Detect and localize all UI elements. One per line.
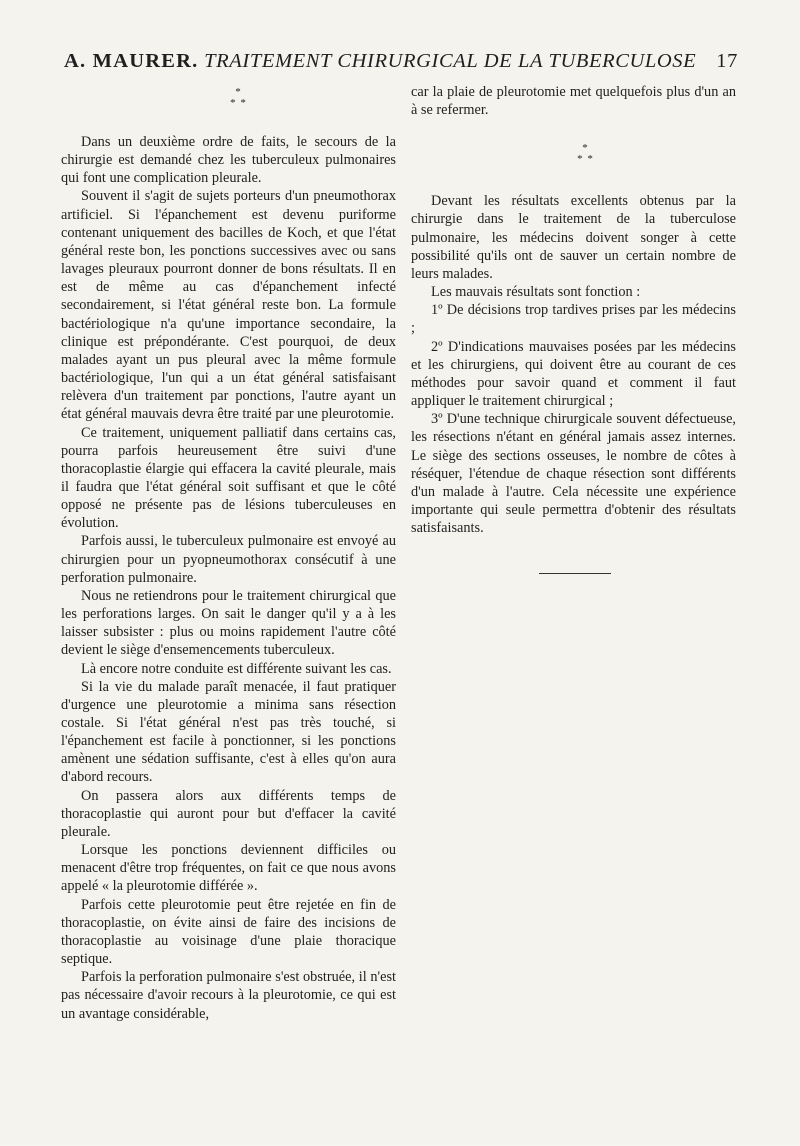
paragraph: Si la vie du malade paraît menacée, il faut pratiquer d'urgence une pleurotomie a minima sans résection costale. Si l'état général n'est pas très touché, si l'épanchement est facile à ponctionner, si les ponctions amènent une sédation suffisante, c'est à elles qu'on aura d'abord recours. (61, 678, 396, 786)
paragraph: 3º D'une technique chirurgicale souvent défectueuse, les résections n'étant en général jamais assez internes. Le siège des sections osseuses, le nombre de côtes à réséquer, l'étendue de chaque résection sont différents d'un malade à l'autre. Cela nécessite une expérience importante qui seule permettra d'obtenir des résultats satisfaisants. (411, 411, 736, 537)
paragraph: Dans un deuxième ordre de faits, le secours de la chirurgie est demandé chez les tuberculeux pulmonaires qui font une complication pleurale. (61, 134, 396, 187)
paragraph: Parfois cette pleurotomie peut être rejetée en fin de thoracoplastie, on évite ainsi de faire des incisions de thoracoplastie au voisinage d'une plaie thoracique septique. (61, 896, 396, 968)
paragraph: Ce traitement, uniquement palliatif dans certains cas, pourra parfois heureusement être suivi d'une thoracoplastie élargie qui effacera la cavité pleurale, mais il faudra que l'état général soit suffisant et que le côté opposé ne présente pas de lésions tuberculeuses en évolution. (61, 424, 396, 532)
end-rule (539, 573, 611, 574)
paragraph: Devant les résultats excellents obtenus par la chirurgie dans le traitement de la tuberculose pulmonaire, les médecins doivent songer à cette possibilité qu'ils ont de sauver un certain nombre de leurs malades. (411, 193, 736, 282)
header-author: A. MAURER. (64, 50, 199, 72)
running-header (64, 50, 738, 73)
header-title: TRAITEMENT CHIRURGICAL DE LA TUBERCULOSE (204, 50, 697, 72)
paragraph: On passera alors aux différents temps de thoracoplastie qui auront pour but d'effacer la cavité pleurale. (61, 787, 396, 840)
page-number: 17 (716, 50, 738, 72)
paragraph: Parfois aussi, le tuberculeux pulmonaire est envoyé au chirurgien pour un pyopneumothorax consécutif à une perforation pulmonaire. (61, 533, 396, 586)
paragraph: Les mauvais résultats sont fonction : (431, 284, 641, 301)
paragraph: Nous ne retiendrons pour le traitement chirurgical que les perforations larges. On sait le danger qu'il y a à les laisser subsister : plus ou moins rapidement l'autre côté devient le siège d'ensemencements tuberculeux. (61, 587, 396, 659)
paragraph: Lorsque les ponctions deviennent difficiles ou menacent d'être trop fréquentes, on fait ce que nous avons appelé « la pleurotomie différée ». (61, 842, 396, 895)
section-separator: * * * (577, 142, 594, 166)
paragraph: Souvent il s'agit de sujets porteurs d'un pneumothorax artificiel. Si l'épanchement est devenu puriforme contenant uniquement des bacilles de Koch, et que l'état général reste bon, les ponctions successives avec ou sans lavages pleuraux pourront donner de bons résultats. Il en est de même au cas d'épanchement infecté secondairement, si l'état général reste bon. La formule bactériologique n'a qu'une importance secondaire, la clinique est prépondérante. C'est pourquoi, de deux malades ayant un pus pleural avec la même formule bactériologique, l'un qui a un état général satisfaisant relèvera d'un traitement par ponctions, l'autre ayant un état général mauvais devra être traité par une pleurotomie. (61, 188, 396, 423)
paragraph: 2º D'indications mauvaises posées par les médecins et les chirurgiens, qui doivent être au courant de ces méthodes pour savoir quand et comment il faut appliquer le traitement chirurgical ; (411, 338, 736, 410)
paragraph: Là encore notre conduite est différente suivant les cas. (81, 660, 392, 677)
section-separator: * * * (230, 86, 247, 109)
paragraph: 1º De décisions trop tardives prises par les médecins ; (411, 302, 736, 337)
paragraph-continuation: car la plaie de pleurotomie met quelquefois plus d'un an à se refermer. (411, 84, 736, 119)
left-column (61, 83, 396, 1023)
right-column (411, 83, 736, 574)
paragraph: Parfois la perforation pulmonaire s'est obstruée, il n'est pas nécessaire d'avoir recours à la pleurotomie, ce qui est un avantage considérable, (61, 969, 396, 1022)
